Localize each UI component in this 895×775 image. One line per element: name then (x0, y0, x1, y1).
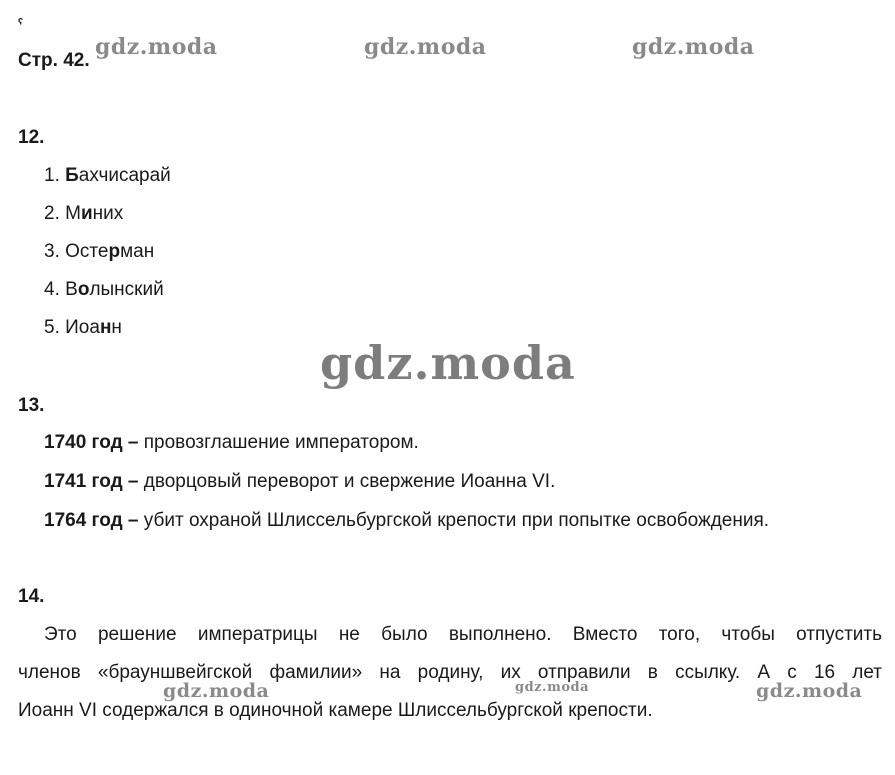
list-item-number: 2. (44, 203, 60, 224)
highlighted-letter: о (77, 279, 90, 300)
list-item-text: Остерман (65, 241, 155, 262)
task-12-number: 12. (18, 127, 45, 148)
highlighted-letter: р (108, 241, 121, 262)
timeline-entry (44, 509, 769, 533)
task-13-number: 13. (18, 395, 45, 416)
paragraph-line: членов «брауншвейгской фамилии» на родину, их отправили в ссылку. А с 16 лет (18, 662, 882, 683)
watermark: gdz.moda (632, 34, 755, 60)
page-label: Стр. 42. (18, 50, 90, 71)
timeline-entry (44, 470, 555, 494)
list-item (44, 316, 122, 340)
answer-paragraph (18, 623, 882, 723)
watermark: gdz.moda (756, 680, 863, 702)
timeline-text: провозглашение императором. (138, 432, 419, 453)
stray-mark: ˁ (18, 15, 24, 31)
timeline-year: 1741 год – (44, 471, 139, 492)
list-item-number: 3. (44, 241, 60, 262)
watermark: gdz.moda (364, 34, 487, 60)
watermark: gdz.moda (163, 680, 270, 702)
list-item-text: Иоанн (65, 317, 122, 338)
list-item (44, 240, 154, 264)
highlighted-letter: и (80, 203, 93, 224)
timeline-year: 1764 год – (44, 510, 139, 531)
list-item (44, 164, 171, 188)
task-14-number: 14. (18, 586, 45, 607)
list-item-number: 5. (44, 317, 60, 338)
list-item (44, 202, 123, 226)
list-item-number: 1. (44, 165, 60, 186)
list-item-number: 4. (44, 279, 60, 300)
paragraph-line: Это решение императрицы не было выполнено. Вместо того, чтобы отпустить (44, 624, 882, 645)
list-item-text: Волынский (65, 279, 164, 300)
watermark: gdz.moda (515, 680, 590, 695)
highlighted-letter: Б (65, 165, 79, 186)
highlighted-letter: н (99, 317, 112, 338)
timeline-text: дворцовый переворот и свержение Иоанна VI. (138, 471, 556, 492)
timeline-text: убит охраной Шлиссельбургской крепости при попытке освобождения. (138, 510, 770, 531)
timeline-year: 1740 год – (44, 432, 139, 453)
watermark-large: gdz.moda (320, 336, 576, 390)
list-item (44, 278, 164, 302)
list-item-text: Миних (65, 203, 124, 224)
watermark: gdz.moda (95, 34, 218, 60)
timeline-entry (44, 431, 419, 455)
paragraph-line: Иоанн VI содержался в одиночной камере Шлиссельбургской крепости. (18, 700, 653, 721)
list-item-text: Бахчисарай (65, 165, 171, 186)
